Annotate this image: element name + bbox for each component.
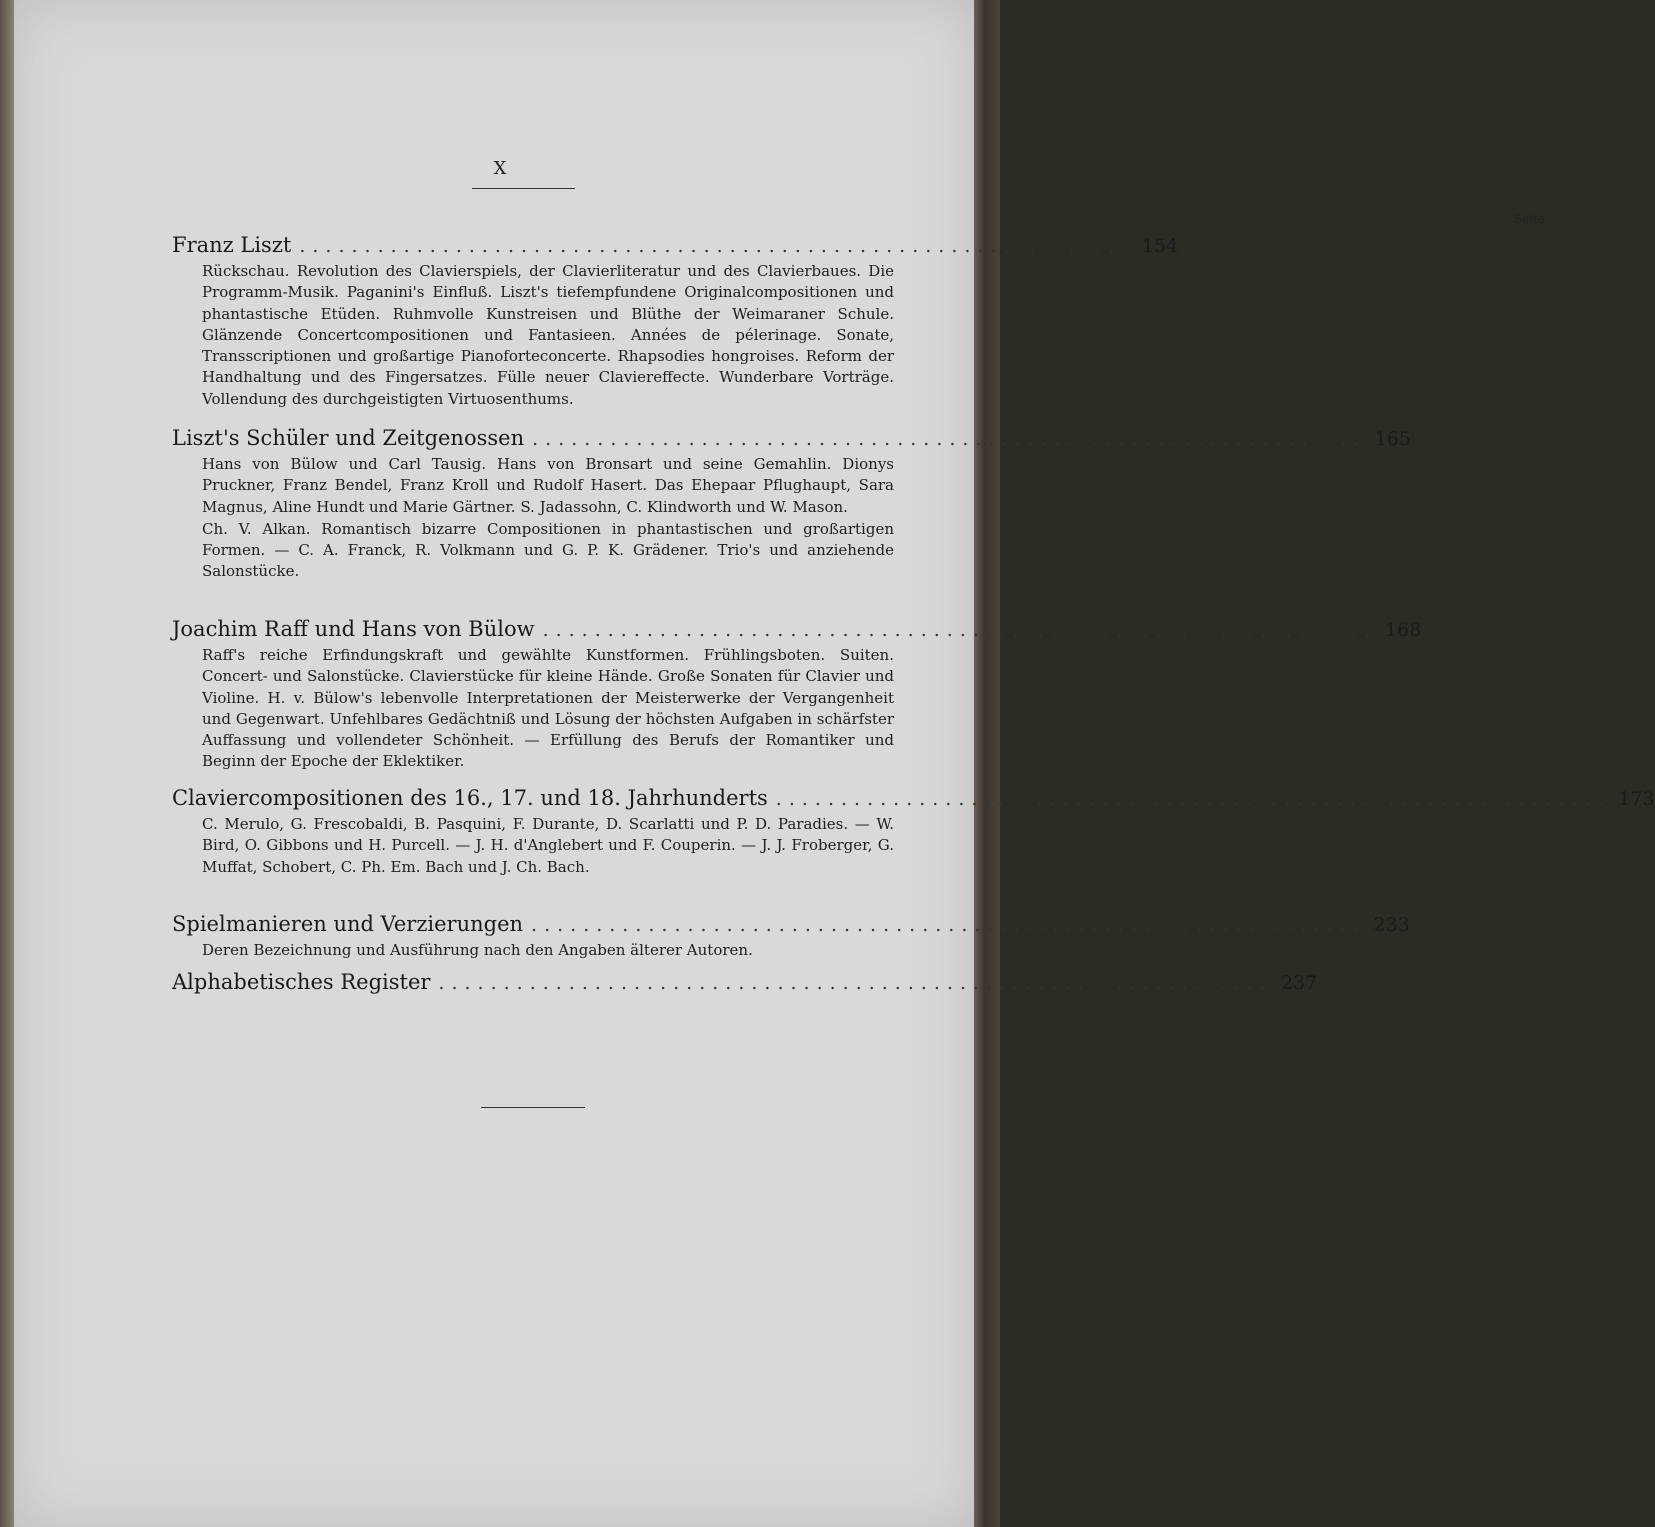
toc-entry-page: 154 (1141, 235, 1179, 257)
end-rule (481, 1107, 585, 1108)
toc-entry-page: 168 (1385, 619, 1422, 641)
page-number: X (493, 158, 507, 179)
toc-entry-page: 173 (1618, 788, 1655, 810)
description-paragraph: Ch. V. Alkan. Romantisch bizarre Compositionen in phantastischen und großartigen Formen. — C. A. Franck, R. Volkmann und G. P. K. Grädener. Trio's und anziehende Salonstücke. (202, 519, 894, 581)
toc-entry-title: Liszt's Schüler und Zeitgenossen (172, 426, 525, 450)
toc-entry-description (202, 261, 894, 410)
dot-leader: ................................................................ (542, 619, 1378, 641)
toc-entry-title: Claviercompositionen des 16., 17. und 18. Jahrhunderts (172, 786, 768, 810)
dot-leader: ................................................................ (438, 972, 1273, 994)
description-paragraph: Raff's reiche Erfindungskraft und gewählte Kunstformen. Frühlingsboten. Suiten. Concert- und Salonstücke. Clavierstücke für kleine Hände. Große Sonaten für Clavier und Violine. H. v. Bülow's lebenvolle Interpretationen der Meisterwerke der Vergangenheit und Gegenwart. Unfehlbares Gedächtniß und Lösung der höchsten Aufgaben in schärfster Auffassung und vollendeter Schönheit. — Erfüllung des Berufs der Romantiker und Beginn der Epoche der Eklektiker. (202, 646, 894, 771)
description-paragraph: Deren Bezeichnung und Ausführung nach den Angaben älterer Autoren. (202, 941, 753, 959)
toc-entry-heading (172, 422, 1411, 454)
toc-entry-page: 165 (1374, 428, 1411, 450)
page-left-edge (0, 0, 14, 1527)
column-label: Seite (1513, 212, 1545, 226)
toc-entry-title: Franz Liszt (172, 233, 292, 257)
toc-entry-page: 237 (1280, 972, 1318, 994)
toc-entry-heading (172, 782, 1655, 814)
toc-entry (172, 966, 1318, 998)
toc-entry (172, 613, 1422, 773)
toc-entry-description (202, 814, 894, 878)
toc-entry (172, 782, 1655, 878)
toc-entry-title: Spielmanieren und Verzierungen (172, 912, 524, 936)
dot-leader: ................................................................ (532, 428, 1367, 450)
description-paragraph: C. Merulo, G. Frescobaldi, B. Pasquini, F. Durante, D. Scarlatti und P. D. Paradies. — W. Bird, O. Gibbons und H. Purcell. — J. H. d'Anglebert und F. Couperin. — J. J. Froberger, G. Muffat, Schobert, C. Ph. Em. Bach und J. Ch. Bach. (202, 815, 894, 876)
toc-entry-heading (172, 613, 1422, 645)
toc-entry-description (202, 454, 894, 583)
dot-leader: ................................................................ (299, 235, 1134, 257)
toc-entry (172, 229, 1179, 410)
dot-leader: ................................................................ (775, 788, 1611, 810)
toc-entry-heading (172, 908, 1410, 940)
description-paragraph: Hans von Bülow und Carl Tausig. Hans von Bronsart und seine Gemahlin. Dionys Pruckner, Franz Bendel, Franz Kroll und Rudolf Hasert. Das Ehepaar Pflughaupt, Sara Magnus, Aline Hundt und Marie Gärtner. S. Jadassohn, C. Klindworth und W. Mason. (202, 455, 894, 516)
toc-entry (172, 908, 1410, 961)
toc-entry-title: Alphabetisches Register (172, 970, 431, 994)
header-rule (472, 188, 575, 189)
toc-entry-description (202, 940, 894, 961)
dot-leader: ................................................................ (531, 914, 1366, 936)
toc-entry-title: Joachim Raff und Hans von Bülow (172, 617, 535, 641)
toc-entry-heading (172, 966, 1318, 998)
toc-entry-page: 233 (1373, 914, 1410, 936)
description-paragraph: Rückschau. Revolution des Clavierspiels, der Clavierliteratur und des Clavierbaues. Die Programm-Musik. Paganini's Einfluß. Liszt's tiefempfundene Originalcompositionen und phantastische Etüden. Ruhmvolle Kunstreisen und Blüthe der Weimaraner Schule. Glänzende Concertcompositionen und Fantasieen. Années de pélerinage. Sonate, Transscriptionen und großartige Pianoforteconcerte. Rhapsodies hongroises. Reform der Handhaltung und des Fingersatzes. Fülle neuer Claviereffecte. Wunderbare Vorträge. Vollendung des durchgeistigten Virtuosenthums. (202, 262, 894, 408)
toc-entry-description (202, 645, 894, 773)
toc-entry-heading (172, 229, 1179, 261)
toc-entry (172, 422, 1411, 583)
